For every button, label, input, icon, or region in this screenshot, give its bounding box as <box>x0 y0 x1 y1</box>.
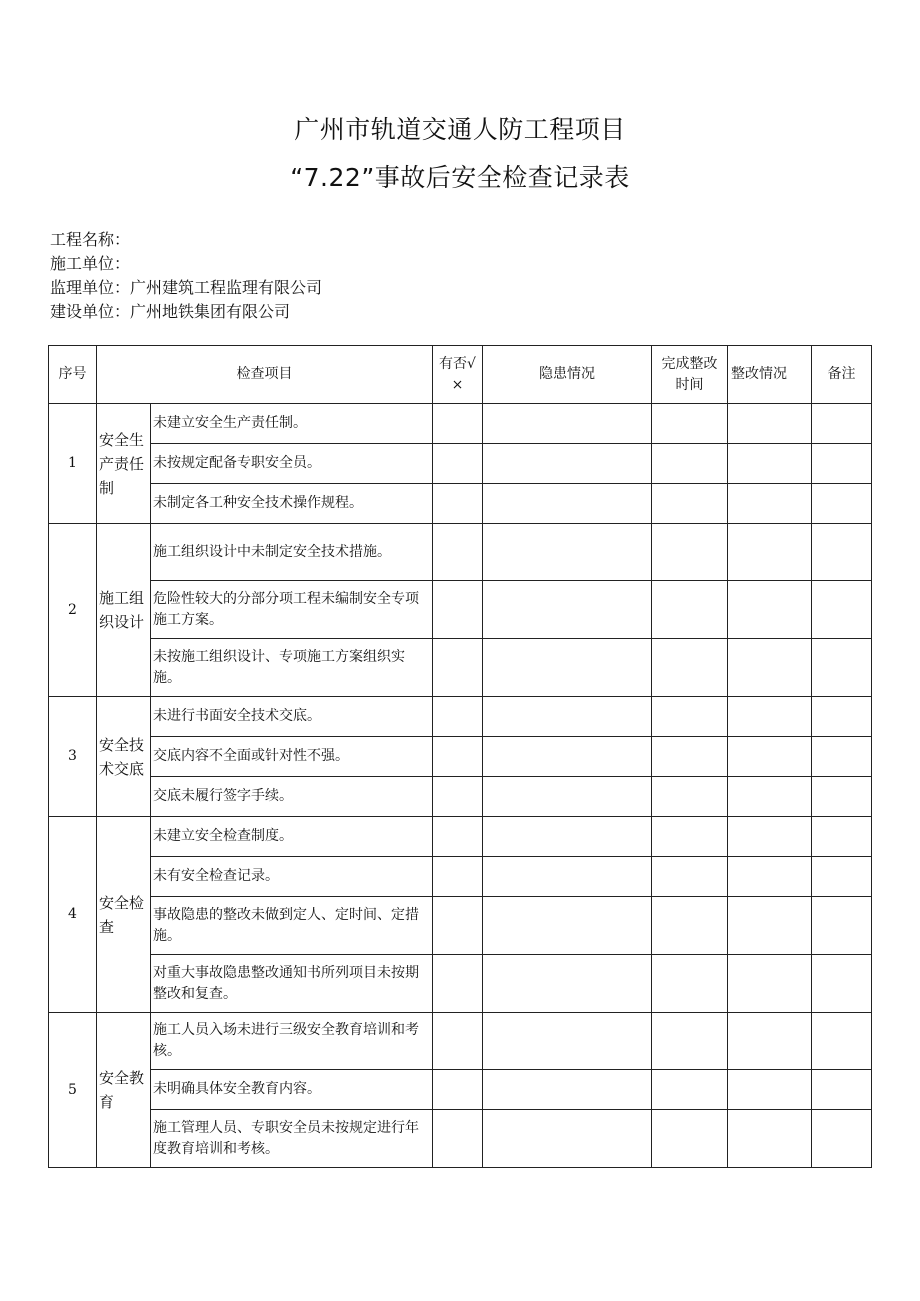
deadline-cell[interactable] <box>652 1110 728 1168</box>
table-row <box>49 1070 872 1110</box>
yesno-cell[interactable] <box>433 524 483 581</box>
check-item: 未制定各工种安全技术操作规程。 <box>151 484 433 524</box>
rectify-cell[interactable] <box>728 777 812 817</box>
yesno-cell[interactable] <box>433 1070 483 1110</box>
inspection-table <box>48 345 872 1168</box>
info-value: 广州建筑工程监理有限公司 <box>130 278 323 297</box>
remark-cell[interactable] <box>812 857 872 897</box>
deadline-cell[interactable] <box>652 697 728 737</box>
info-label: 工程名称： <box>50 230 131 249</box>
rectify-cell[interactable] <box>728 857 812 897</box>
remark-cell[interactable] <box>812 581 872 639</box>
info-construction-unit <box>50 252 130 276</box>
deadline-cell[interactable] <box>652 1070 728 1110</box>
yesno-cell[interactable] <box>433 857 483 897</box>
group-seq: 4 <box>49 817 97 1013</box>
deadline-cell[interactable] <box>652 1013 728 1070</box>
yesno-cell[interactable] <box>433 777 483 817</box>
deadline-cell[interactable] <box>652 484 728 524</box>
document-title: 广州市轨道交通人防工程项目 <box>294 115 626 144</box>
check-item: 未建立安全检查制度。 <box>151 817 433 857</box>
deadline-cell[interactable] <box>652 857 728 897</box>
table-row <box>49 817 872 857</box>
yesno-cell[interactable] <box>433 1013 483 1070</box>
rectify-cell[interactable] <box>728 444 812 484</box>
deadline-cell[interactable] <box>652 897 728 955</box>
remark-cell[interactable] <box>812 897 872 955</box>
check-item: 对重大事故隐患整改通知书所列项目未按期整改和复查。 <box>151 955 433 1013</box>
deadline-cell[interactable] <box>652 444 728 484</box>
hazard-cell[interactable] <box>483 639 652 697</box>
header-rectify: 整改情况 <box>728 346 812 404</box>
yesno-cell[interactable] <box>433 639 483 697</box>
table-row <box>49 1110 872 1168</box>
remark-cell[interactable] <box>812 639 872 697</box>
check-item: 未按施工组织设计、专项施工方案组织实施。 <box>151 639 433 697</box>
rectify-cell[interactable] <box>728 955 812 1013</box>
remark-cell[interactable] <box>812 1110 872 1168</box>
hazard-cell[interactable] <box>483 897 652 955</box>
yesno-cell[interactable] <box>433 697 483 737</box>
rectify-cell[interactable] <box>728 737 812 777</box>
table-row <box>49 777 872 817</box>
check-item: 未按规定配备专职安全员。 <box>151 444 433 484</box>
header-item: 检查项目 <box>97 346 433 404</box>
hazard-cell[interactable] <box>483 857 652 897</box>
yesno-cell[interactable] <box>433 955 483 1013</box>
header-remark: 备注 <box>812 346 872 404</box>
rectify-cell[interactable] <box>728 897 812 955</box>
check-item: 交底未履行签字手续。 <box>151 777 433 817</box>
remark-cell[interactable] <box>812 737 872 777</box>
hazard-cell[interactable] <box>483 1013 652 1070</box>
table-row <box>49 737 872 777</box>
hazard-cell[interactable] <box>483 444 652 484</box>
table-row <box>49 524 872 581</box>
yesno-cell[interactable] <box>433 1110 483 1168</box>
rectify-cell[interactable] <box>728 1070 812 1110</box>
header-seq: 序号 <box>49 346 97 404</box>
yesno-cell[interactable] <box>433 444 483 484</box>
deadline-cell[interactable] <box>652 404 728 444</box>
header-yesno: 有否√× <box>433 346 483 404</box>
rectify-cell[interactable] <box>728 404 812 444</box>
check-item: 施工管理人员、专职安全员未按规定进行年度教育培训和考核。 <box>151 1110 433 1168</box>
table-header-row <box>49 346 872 404</box>
yesno-cell[interactable] <box>433 737 483 777</box>
check-item: 交底内容不全面或针对性不强。 <box>151 737 433 777</box>
header-hazard: 隐患情况 <box>483 346 652 404</box>
table-row <box>49 1013 872 1070</box>
remark-cell[interactable] <box>812 524 872 581</box>
remark-cell[interactable] <box>812 484 872 524</box>
table-row <box>49 581 872 639</box>
table-row <box>49 897 872 955</box>
group-seq: 3 <box>49 697 97 817</box>
deadline-cell[interactable] <box>652 524 728 581</box>
hazard-cell[interactable] <box>483 697 652 737</box>
rectify-cell[interactable] <box>728 524 812 581</box>
check-item: 未建立安全生产责任制。 <box>151 404 433 444</box>
deadline-cell[interactable] <box>652 581 728 639</box>
table-row <box>49 444 872 484</box>
check-item: 未有安全检查记录。 <box>151 857 433 897</box>
rectify-cell[interactable] <box>728 484 812 524</box>
remark-cell[interactable] <box>812 404 872 444</box>
group-category: 施工组织设计 <box>97 524 151 697</box>
check-item: 施工人员入场未进行三级安全教育培训和考核。 <box>151 1013 433 1070</box>
hazard-cell[interactable] <box>483 1070 652 1110</box>
deadline-cell[interactable] <box>652 639 728 697</box>
yesno-cell[interactable] <box>433 581 483 639</box>
info-value: 广州地铁集团有限公司 <box>130 302 291 321</box>
group-seq: 1 <box>49 404 97 524</box>
check-item: 事故隐患的整改未做到定人、定时间、定措施。 <box>151 897 433 955</box>
rectify-cell[interactable] <box>728 581 812 639</box>
table-row <box>49 955 872 1013</box>
info-supervision-unit <box>50 276 322 300</box>
group-seq: 2 <box>49 524 97 697</box>
check-item: 危险性较大的分部分项工程未编制安全专项施工方案。 <box>151 581 433 639</box>
hazard-cell[interactable] <box>483 955 652 1013</box>
group-category: 安全教育 <box>97 1013 151 1168</box>
table-row <box>49 697 872 737</box>
rectify-cell[interactable] <box>728 697 812 737</box>
hazard-cell[interactable] <box>483 777 652 817</box>
hazard-cell[interactable] <box>483 581 652 639</box>
deadline-cell[interactable] <box>652 737 728 777</box>
remark-cell[interactable] <box>812 817 872 857</box>
group-category: 安全生产责任制 <box>97 404 151 524</box>
group-seq: 5 <box>49 1013 97 1168</box>
header-deadline: 完成整改时间 <box>652 346 728 404</box>
hazard-cell[interactable] <box>483 1110 652 1168</box>
hazard-cell[interactable] <box>483 404 652 444</box>
check-item: 未明确具体安全教育内容。 <box>151 1070 433 1110</box>
yesno-cell[interactable] <box>433 404 483 444</box>
table-row <box>49 857 872 897</box>
rectify-cell[interactable] <box>728 1013 812 1070</box>
group-category: 安全技术交底 <box>97 697 151 817</box>
yesno-cell[interactable] <box>433 817 483 857</box>
document-subtitle: “7.22”事故后安全检查记录表 <box>290 163 630 192</box>
info-label: 建设单位： <box>50 302 131 321</box>
rectify-cell[interactable] <box>728 817 812 857</box>
remark-cell[interactable] <box>812 777 872 817</box>
table-row <box>49 639 872 697</box>
deadline-cell[interactable] <box>652 777 728 817</box>
group-category: 安全检查 <box>97 817 151 1013</box>
remark-cell[interactable] <box>812 697 872 737</box>
table-row <box>49 484 872 524</box>
hazard-cell[interactable] <box>483 737 652 777</box>
deadline-cell[interactable] <box>652 817 728 857</box>
hazard-cell[interactable] <box>483 524 652 581</box>
check-item: 未进行书面安全技术交底。 <box>151 697 433 737</box>
rectify-cell[interactable] <box>728 1110 812 1168</box>
remark-cell[interactable] <box>812 955 872 1013</box>
remark-cell[interactable] <box>812 1013 872 1070</box>
hazard-cell[interactable] <box>483 484 652 524</box>
remark-cell[interactable] <box>812 1070 872 1110</box>
yesno-cell[interactable] <box>433 484 483 524</box>
remark-cell[interactable] <box>812 444 872 484</box>
table-row <box>49 404 872 444</box>
yesno-cell[interactable] <box>433 897 483 955</box>
info-owner-unit <box>50 300 290 324</box>
info-label: 监理单位： <box>50 278 131 297</box>
deadline-cell[interactable] <box>652 955 728 1013</box>
info-project-name <box>50 228 130 252</box>
info-label: 施工单位： <box>50 254 131 273</box>
check-item: 施工组织设计中未制定安全技术措施。 <box>151 524 433 581</box>
hazard-cell[interactable] <box>483 817 652 857</box>
rectify-cell[interactable] <box>728 639 812 697</box>
